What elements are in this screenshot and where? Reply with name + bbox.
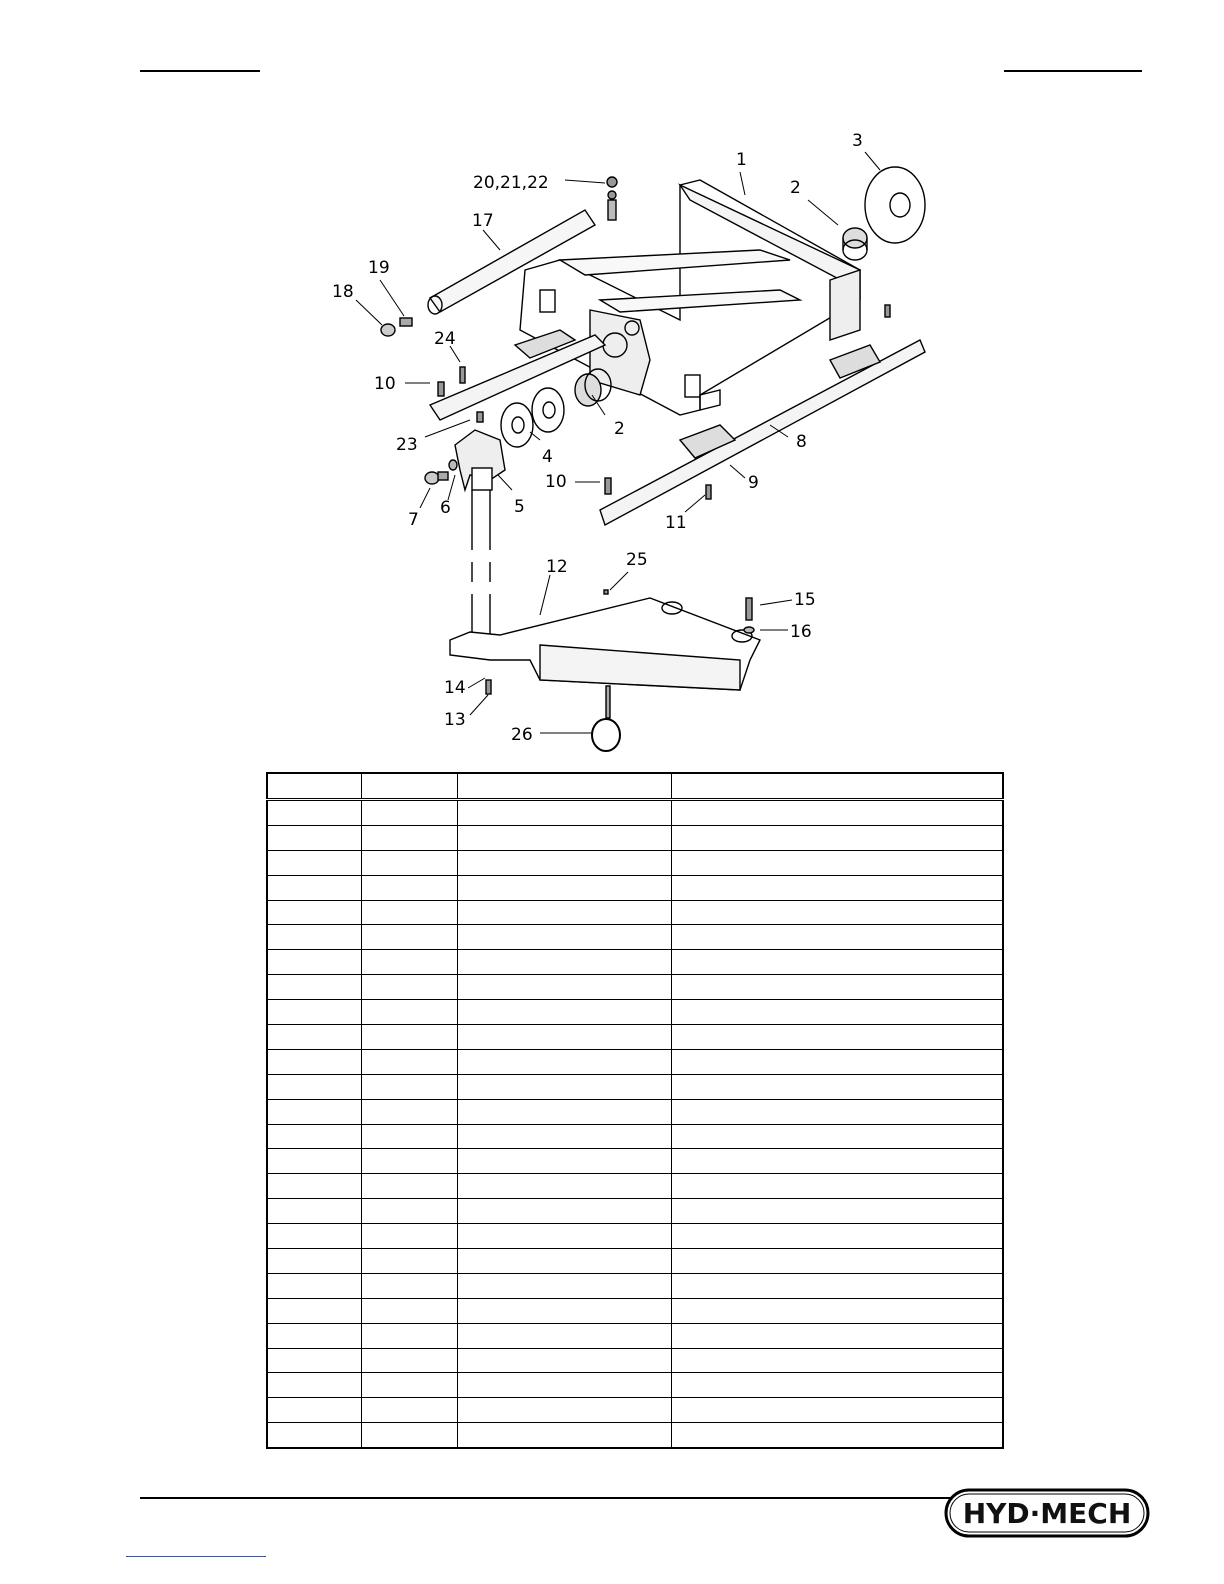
header-cell xyxy=(267,773,361,800)
table-cell xyxy=(361,975,457,1000)
parts-table-header-row xyxy=(267,773,1003,800)
table-cell xyxy=(361,1124,457,1149)
callout-2-lower: 2 xyxy=(614,419,625,439)
parts-table-body xyxy=(267,800,1003,1449)
table-cell xyxy=(267,975,361,1000)
callout-15: 15 xyxy=(794,590,816,610)
table-row xyxy=(267,1298,1003,1323)
table-row xyxy=(267,1025,1003,1050)
table-cell xyxy=(267,1323,361,1348)
callout-19: 19 xyxy=(368,258,390,278)
table-cell xyxy=(457,1000,671,1025)
table-cell xyxy=(267,1348,361,1373)
header-cell xyxy=(361,773,457,800)
callout-10-lower: 10 xyxy=(545,472,567,492)
table-cell xyxy=(267,1025,361,1050)
callout-12: 12 xyxy=(546,557,568,577)
table-row xyxy=(267,1323,1003,1348)
table-cell xyxy=(671,875,1003,900)
callout-26: 26 xyxy=(511,725,533,745)
header-cell xyxy=(457,773,671,800)
hyd-mech-logo xyxy=(944,1488,1150,1538)
callout-17: 17 xyxy=(472,211,494,231)
table-cell xyxy=(267,1273,361,1298)
table-row xyxy=(267,800,1003,826)
table-cell xyxy=(671,1273,1003,1298)
table-cell xyxy=(457,1149,671,1174)
table-cell xyxy=(671,825,1003,850)
table-cell xyxy=(361,1249,457,1274)
table-cell xyxy=(361,1398,457,1423)
table-row xyxy=(267,975,1003,1000)
table-row xyxy=(267,1199,1003,1224)
table-row xyxy=(267,1174,1003,1199)
table-cell xyxy=(457,900,671,925)
table-cell xyxy=(457,825,671,850)
table-row xyxy=(267,950,1003,975)
table-cell xyxy=(361,1174,457,1199)
header-cell xyxy=(671,773,1003,800)
table-cell xyxy=(457,1373,671,1398)
table-cell xyxy=(267,1124,361,1149)
callout-5: 5 xyxy=(514,497,525,517)
table-cell xyxy=(671,800,1003,826)
table-cell xyxy=(361,875,457,900)
callout-25: 25 xyxy=(626,550,648,570)
callout-13: 13 xyxy=(444,710,466,730)
table-cell xyxy=(361,1199,457,1224)
table-cell xyxy=(361,1224,457,1249)
table-cell xyxy=(361,900,457,925)
callout-6: 6 xyxy=(440,498,451,518)
table-cell xyxy=(671,1224,1003,1249)
table-row xyxy=(267,1373,1003,1398)
table-cell xyxy=(267,1099,361,1124)
table-row xyxy=(267,1099,1003,1124)
table-cell xyxy=(457,1049,671,1074)
table-row xyxy=(267,1124,1003,1149)
callout-24: 24 xyxy=(434,329,456,349)
table-row xyxy=(267,1273,1003,1298)
table-cell xyxy=(361,1298,457,1323)
table-cell xyxy=(361,825,457,850)
callout-8: 8 xyxy=(796,432,807,452)
table-cell xyxy=(361,1423,457,1448)
table-cell xyxy=(267,1149,361,1174)
table-cell xyxy=(457,875,671,900)
table-cell xyxy=(457,1025,671,1050)
table-cell xyxy=(457,1423,671,1448)
table-cell xyxy=(671,925,1003,950)
table-cell xyxy=(671,1000,1003,1025)
table-cell xyxy=(267,1199,361,1224)
table-cell xyxy=(267,925,361,950)
table-cell xyxy=(671,1249,1003,1274)
table-cell xyxy=(361,1099,457,1124)
table-row xyxy=(267,1398,1003,1423)
table-cell xyxy=(671,850,1003,875)
table-cell xyxy=(457,1099,671,1124)
table-cell xyxy=(671,1398,1003,1423)
table-cell xyxy=(267,850,361,875)
table-cell xyxy=(267,1174,361,1199)
table-cell xyxy=(457,850,671,875)
header-rule-left xyxy=(140,70,260,72)
table-cell xyxy=(457,925,671,950)
table-cell xyxy=(671,1199,1003,1224)
table-cell xyxy=(671,1049,1003,1074)
table-row xyxy=(267,1423,1003,1448)
footer-link-underline xyxy=(126,1556,266,1557)
table-cell xyxy=(267,800,361,826)
table-cell xyxy=(457,950,671,975)
callout-2-upper: 2 xyxy=(790,178,801,198)
table-cell xyxy=(267,1298,361,1323)
table-cell xyxy=(671,1074,1003,1099)
callout-16: 16 xyxy=(790,622,812,642)
table-cell xyxy=(671,1298,1003,1323)
table-cell xyxy=(267,1423,361,1448)
table-cell xyxy=(361,950,457,975)
table-cell xyxy=(671,1124,1003,1149)
table-cell xyxy=(457,1323,671,1348)
table-cell xyxy=(267,825,361,850)
table-cell xyxy=(671,900,1003,925)
table-cell xyxy=(671,1025,1003,1050)
table-cell xyxy=(457,1074,671,1099)
table-cell xyxy=(267,1224,361,1249)
table-row xyxy=(267,1000,1003,1025)
table-cell xyxy=(361,1348,457,1373)
table-cell xyxy=(671,950,1003,975)
table-row xyxy=(267,825,1003,850)
parts-table xyxy=(266,772,1004,1449)
table-cell xyxy=(361,1000,457,1025)
table-cell xyxy=(671,1099,1003,1124)
callout-14: 14 xyxy=(444,678,466,698)
table-cell xyxy=(457,1174,671,1199)
table-cell xyxy=(267,1074,361,1099)
table-cell xyxy=(267,1049,361,1074)
table-row xyxy=(267,1149,1003,1174)
table-cell xyxy=(267,1398,361,1423)
table-cell xyxy=(457,1224,671,1249)
callout-4: 4 xyxy=(542,447,553,467)
table-cell xyxy=(267,900,361,925)
table-cell xyxy=(267,950,361,975)
table-cell xyxy=(671,1149,1003,1174)
table-cell xyxy=(671,1373,1003,1398)
table-cell xyxy=(361,850,457,875)
table-cell xyxy=(457,975,671,1000)
table-cell xyxy=(361,925,457,950)
table-cell xyxy=(671,975,1003,1000)
table-cell xyxy=(361,800,457,826)
frame-right-plate xyxy=(830,270,860,340)
table-cell xyxy=(457,1273,671,1298)
table-row xyxy=(267,1224,1003,1249)
callout-10-upper: 10 xyxy=(374,374,396,394)
table-row xyxy=(267,1074,1003,1099)
callout-20-21-22: 20,21,22 xyxy=(473,173,549,193)
table-cell xyxy=(457,1348,671,1373)
table-cell xyxy=(267,1000,361,1025)
table-cell xyxy=(361,1025,457,1050)
callout-9: 9 xyxy=(748,473,759,493)
table-row xyxy=(267,850,1003,875)
table-cell xyxy=(671,1423,1003,1448)
callout-11: 11 xyxy=(665,513,687,533)
table-cell xyxy=(457,1124,671,1149)
table-cell xyxy=(361,1273,457,1298)
table-row xyxy=(267,900,1003,925)
table-row xyxy=(267,1249,1003,1274)
table-cell xyxy=(671,1348,1003,1373)
header-rule-right xyxy=(1004,70,1142,72)
table-cell xyxy=(361,1323,457,1348)
table-cell xyxy=(361,1049,457,1074)
callout-3: 3 xyxy=(852,131,863,151)
table-cell xyxy=(457,1249,671,1274)
svg-text:HYD·MECH: HYD·MECH xyxy=(962,1497,1132,1530)
table-cell xyxy=(457,800,671,826)
table-row xyxy=(267,1348,1003,1373)
exploded-parts-diagram xyxy=(320,120,960,760)
callout-18: 18 xyxy=(332,282,354,302)
table-cell xyxy=(457,1298,671,1323)
table-cell xyxy=(457,1199,671,1224)
table-cell xyxy=(267,875,361,900)
table-cell xyxy=(671,1174,1003,1199)
callout-7: 7 xyxy=(408,510,419,530)
table-cell xyxy=(361,1149,457,1174)
table-cell xyxy=(671,1323,1003,1348)
callout-23: 23 xyxy=(396,435,418,455)
table-cell xyxy=(457,1398,671,1423)
table-row xyxy=(267,925,1003,950)
table-row xyxy=(267,1049,1003,1074)
table-cell xyxy=(361,1074,457,1099)
table-cell xyxy=(267,1249,361,1274)
table-cell xyxy=(361,1373,457,1398)
callout-1: 1 xyxy=(736,150,747,170)
table-cell xyxy=(267,1373,361,1398)
table-row xyxy=(267,875,1003,900)
